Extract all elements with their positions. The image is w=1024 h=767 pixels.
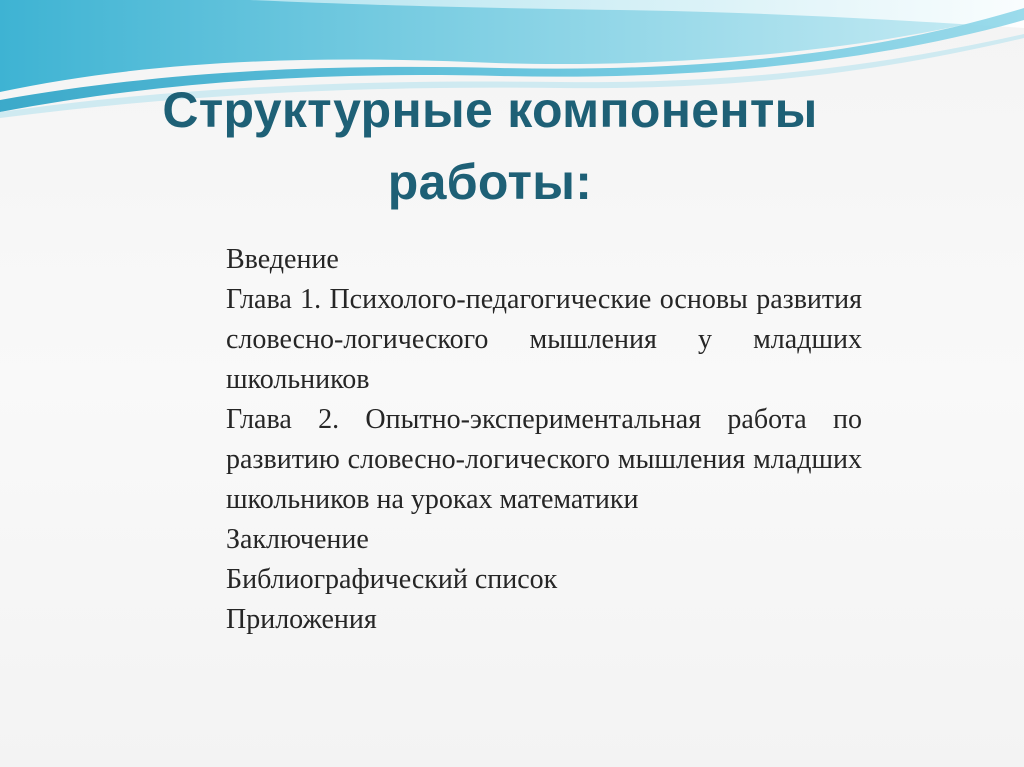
list-item: Заключение bbox=[226, 524, 369, 555]
list-item: Глава 1. Психолого-педагогические основы развития словесно-логического мышления у младших школьников bbox=[226, 284, 862, 395]
list-item: Введение bbox=[226, 244, 339, 275]
list-item: Глава 2. Опытно-экспериментальная работа по развитию словесно-логического мышления младших школьников на уроках математики bbox=[226, 404, 862, 515]
contents-list bbox=[226, 240, 862, 640]
list-item: Приложения bbox=[226, 604, 377, 635]
list-item: Библиографический список bbox=[226, 564, 558, 595]
page-title: Структурные компоненты работы: bbox=[162, 82, 818, 210]
